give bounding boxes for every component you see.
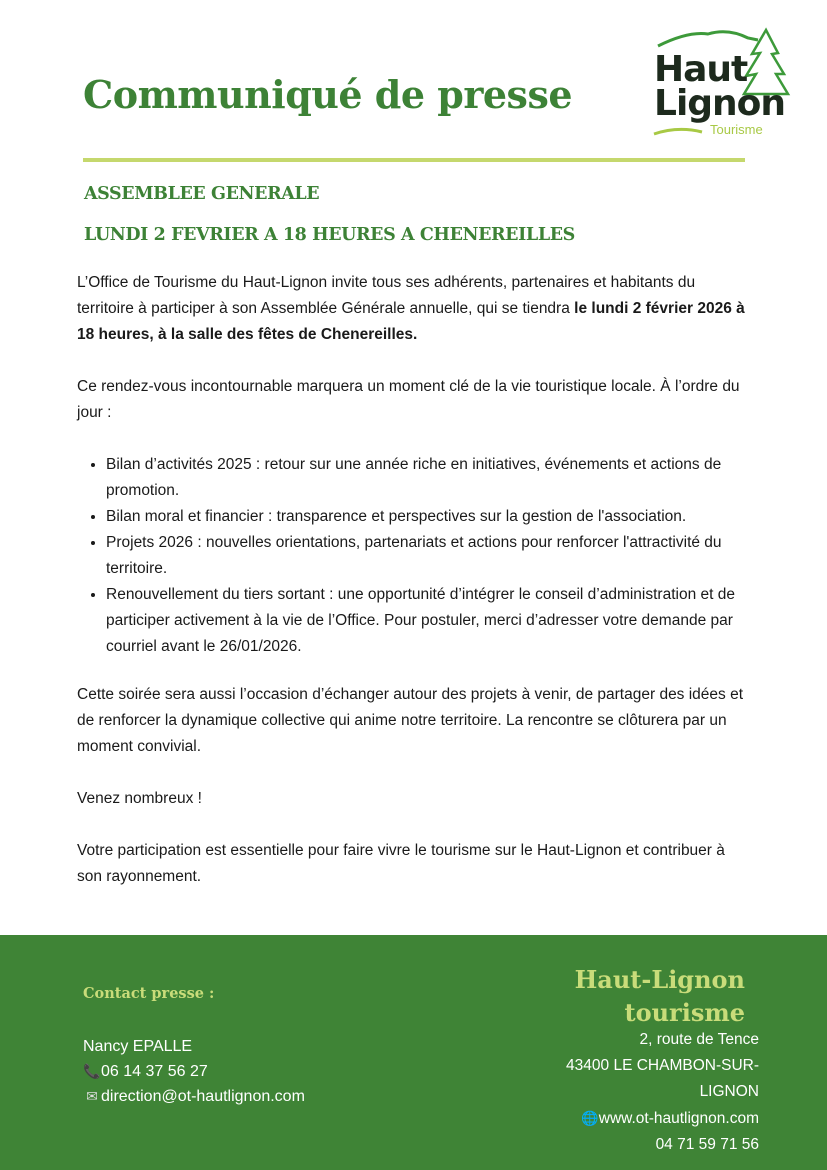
phone-icon: 📞 — [83, 1063, 101, 1079]
address-street: 2, route de Tence — [639, 1031, 759, 1048]
invitation-line: Venez nombreux ! — [77, 790, 202, 807]
footer-address — [519, 1027, 759, 1158]
haut-lignon-logo: Haut Lignon Tourisme — [648, 26, 798, 141]
list-item: • Bilan d’activités 2025 : retour sur une année riche en initiatives, événements et actions de promotion. — [106, 452, 747, 504]
email-link[interactable]: direction@ot-hautlignon.com — [101, 1088, 305, 1105]
intro-text: L’Office de Tourisme du Haut-Lignon invite tous ses adhérents, partenaires et habitants du territoire à participer à son Assemblée Générale annuelle, qui se tiendra — [77, 274, 696, 317]
header-divider — [83, 158, 745, 162]
contact-email[interactable] — [83, 1088, 305, 1106]
contact-label: Contact presse : — [83, 985, 215, 1002]
website-link[interactable]: www.ot-hautlignon.com — [598, 1110, 759, 1127]
agenda-intro: Ce rendez-vous incontournable marquera un moment clé de la vie touristique locale. À l’ordre du jour : — [77, 378, 740, 421]
contact-name: Nancy EPALLE — [83, 1038, 193, 1055]
contact-phone — [83, 1063, 208, 1081]
office-phone: 04 71 59 71 56 — [655, 1136, 759, 1153]
website[interactable] — [519, 1105, 759, 1132]
evening-paragraph: Cette soirée sera aussi l’occasion d’échanger autour des projets à venir, de partager des idées et de renforcer la dynamique collective qui anime notre territoire. La rencontre se clôturera par un moment convivial. — [77, 686, 744, 755]
footer-brand — [575, 963, 745, 1029]
globe-icon: 🌐 — [581, 1110, 599, 1126]
address-city: 43400 LE CHAMBON-SUR-LIGNON — [566, 1057, 759, 1100]
brand-line1: Haut-Lignon — [574, 965, 745, 994]
heading-assembly: ASSEMBLEE GENERALE — [84, 184, 320, 204]
footer — [0, 935, 827, 1170]
page-title: Communiqué de presse — [83, 72, 573, 117]
brand-line2: tourisme — [624, 998, 745, 1027]
list-item: • Renouvellement du tiers sortant : une opportunité d’intégrer le conseil d’administration et de participer activement à la vie de l’Office. Pour postuler, merci d’adresser votre demande par courriel avant le 26/01/2026. — [106, 582, 747, 660]
logo-tourisme: Tourisme — [710, 122, 763, 137]
heading-date: LUNDI 2 FEVRIER A 18 HEURES A CHENEREILLES — [84, 225, 575, 245]
agenda-list — [77, 452, 747, 660]
list-item: • Projets 2026 : nouvelles orientations, partenariats et actions pour renforcer l'attractivité du territoire. — [106, 530, 747, 582]
envelope-icon: ✉ — [86, 1088, 98, 1104]
list-item: • Bilan moral et financier : transparence et perspectives sur la gestion de l'association. — [106, 504, 747, 530]
closing-paragraph: Votre participation est essentielle pour faire vivre le tourisme sur le Haut-Lignon et contribuer à son rayonnement. — [77, 842, 725, 885]
phone-text: 06 14 37 56 27 — [101, 1063, 208, 1080]
press-release-body — [77, 270, 747, 916]
intro-bold: le lundi 2 février 2026 à 18 heures, à la salle des fêtes de Chenereilles. — [77, 300, 745, 343]
intro-paragraph — [77, 270, 747, 348]
